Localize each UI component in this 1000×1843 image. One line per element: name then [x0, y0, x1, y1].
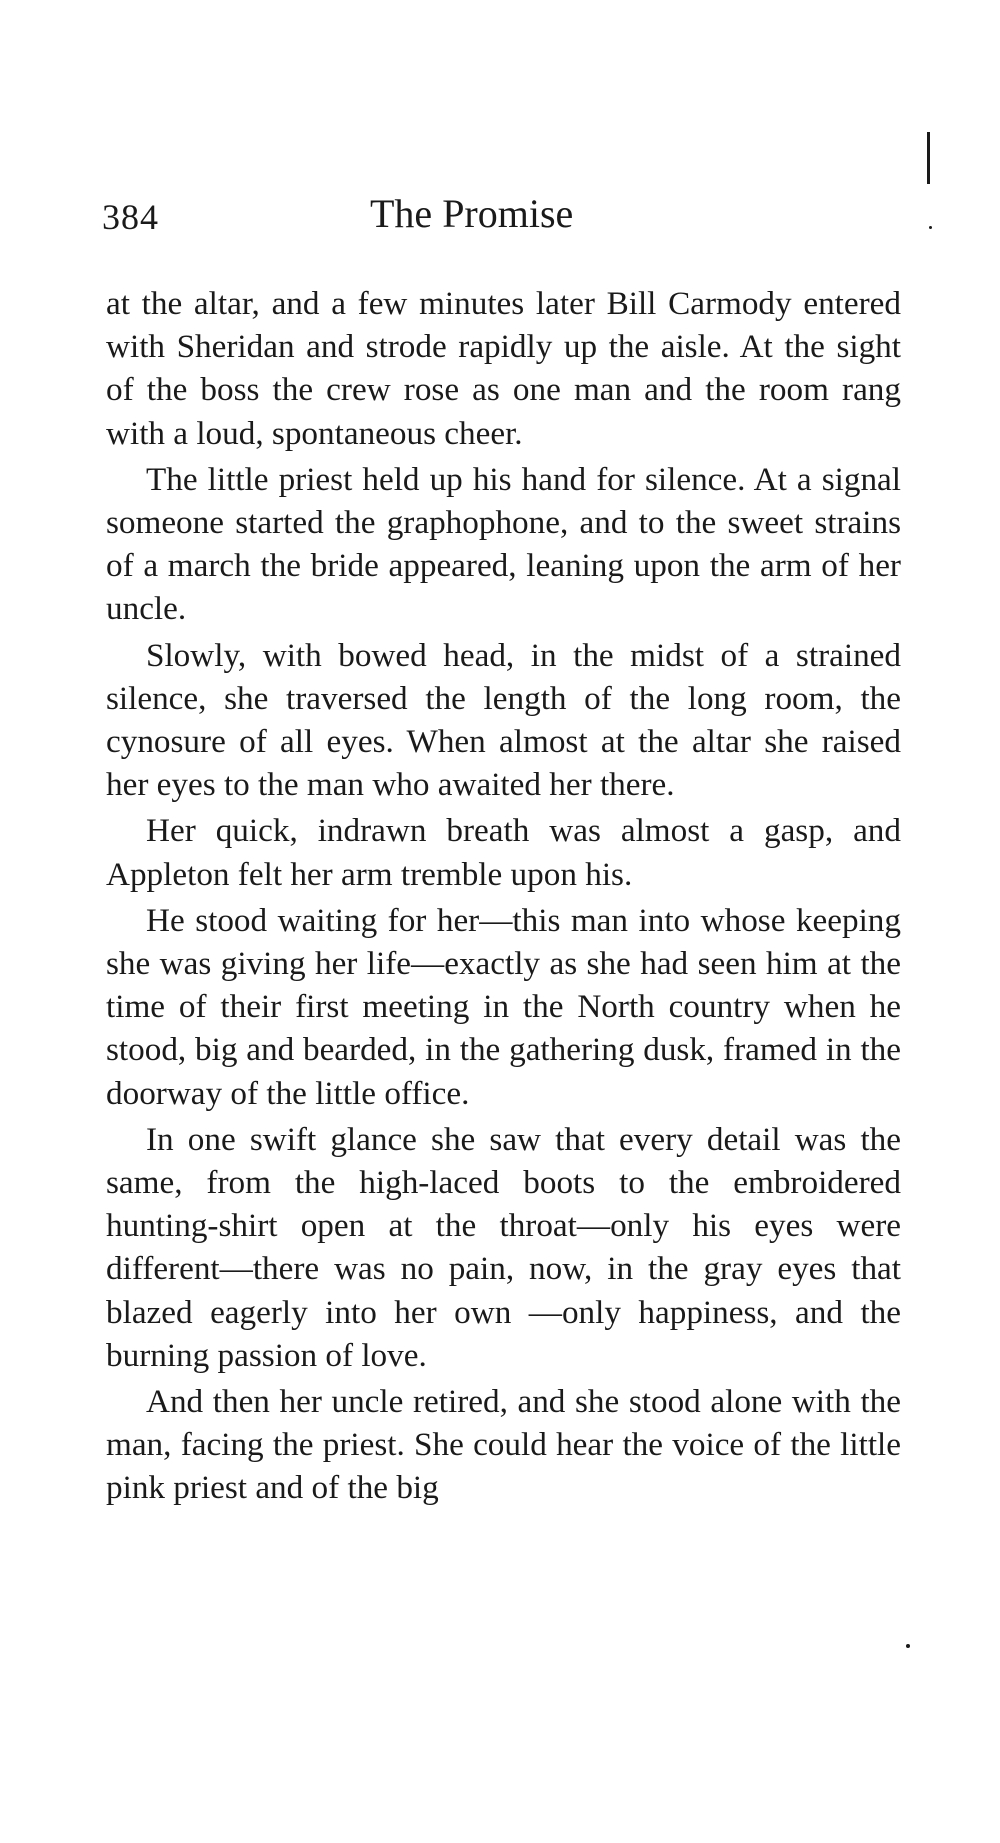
page-header	[102, 190, 882, 240]
scan-artifact-dot	[929, 226, 932, 229]
paragraph: In one swift glance she saw that every detail was the same, from the high-laced boots to the embroidered hunting-shirt open at the throat—only his eyes were different—there was no pain, now, in the gray eyes that blazed eagerly into her own —only happiness, and the burning passion of love.	[106, 1120, 901, 1374]
scan-artifact-mark	[927, 132, 930, 184]
running-title: The Promise	[370, 191, 574, 236]
paragraph: Slowly, with bowed head, in the midst of a strained silence, she traversed the length of the long room, the cynosure of all eyes. When almost at the altar she raised her eyes to the man who awaited her there.	[106, 636, 901, 804]
paragraph: Her quick, indrawn breath was almost a gasp, and Appleton felt her arm tremble upon his.	[106, 812, 901, 893]
page-number: 384	[102, 197, 159, 237]
paragraph: The little priest held up his hand for silence. At a signal someone started the graphophone, and to the sweet strains of a march the bride appeared, leaning upon the arm of her uncle.	[106, 460, 901, 628]
body-text	[106, 282, 901, 1510]
scan-artifact-dot	[906, 1644, 910, 1648]
paragraph: He stood waiting for her—this man into whose keeping she was giving her life—exactly as she had seen him at the time of their first meeting in the North country when he stood, big and bearded, in the gathering dusk, framed in the doorway of the little office.	[106, 901, 901, 1112]
paragraph: And then her uncle retired, and she stood alone with the man, facing the priest. She could hear the voice of the little pink priest and of the big	[106, 1383, 901, 1507]
paragraph: at the altar, and a few minutes later Bill Carmody entered with Sheridan and strode rapidly up the aisle. At the sight of the boss the crew rose as one man and the room rang with a loud, spontaneous cheer.	[106, 285, 901, 452]
